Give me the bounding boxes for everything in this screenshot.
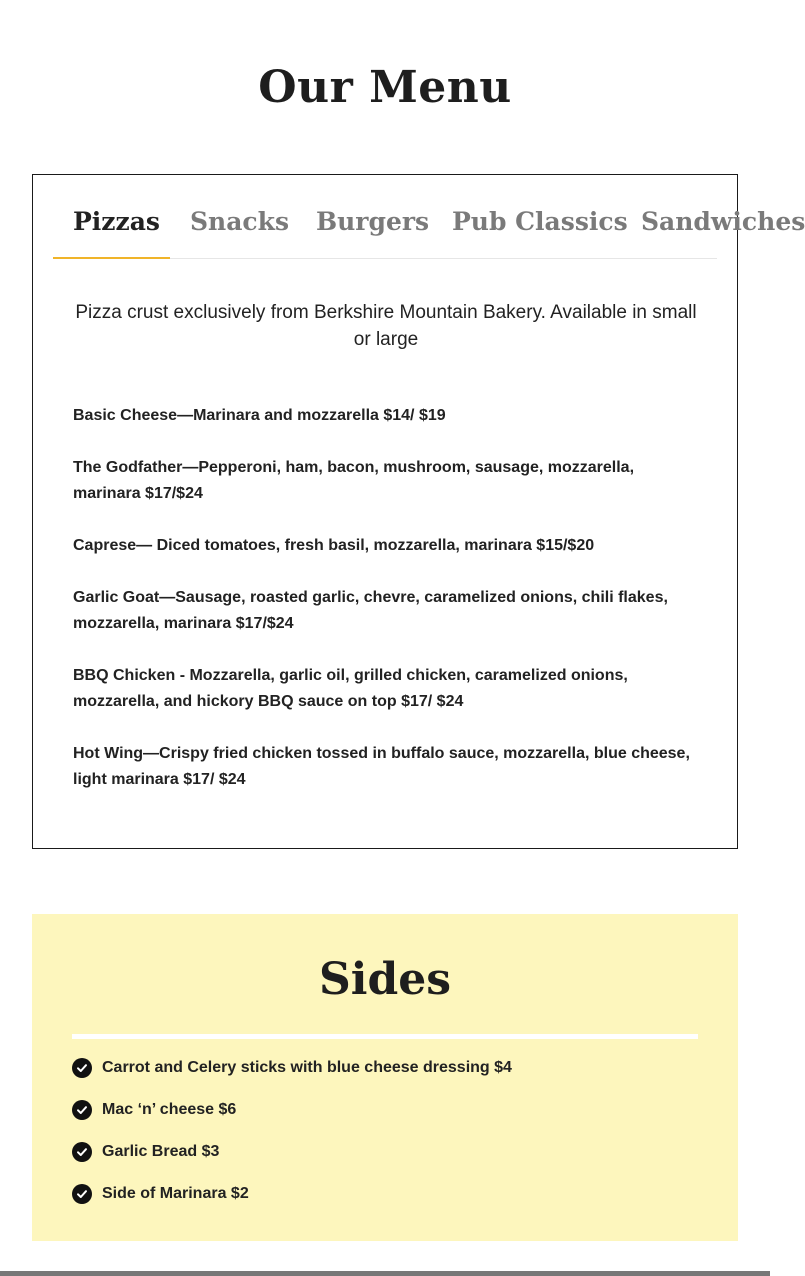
- menu-tabs-panel: [32, 174, 805, 849]
- menu-item-basic-cheese: Basic Cheese—Marinara and mozzarella $14/ $19: [73, 407, 446, 424]
- side-item-label: Mac ‘n’ cheese $6: [102, 1101, 237, 1118]
- pizza-list: [73, 403, 699, 819]
- list-item: [72, 1141, 698, 1183]
- check-circle-icon: [72, 1142, 92, 1162]
- menu-item-garlic-goat: Garlic Goat—Sausage, roasted garlic, chevre, caramelized onions, chili flakes, mozzarella, marinara $17/$24: [73, 589, 668, 632]
- page-bottom-bar: [0, 1271, 770, 1276]
- side-item-label: Side of Marinara $2: [102, 1185, 249, 1202]
- list-item: [72, 1183, 698, 1225]
- pizza-intro: Pizza crust exclusively from Berkshire Mountain Bakery. Available in small or large: [75, 302, 697, 350]
- sides-list: [72, 1057, 698, 1225]
- menu-item-caprese: Caprese— Diced tomatoes, fresh basil, mozzarella, marinara $15/$20: [73, 537, 595, 554]
- sides-title: Sides: [318, 954, 452, 1005]
- tab-pub-classics[interactable]: Pub Classics: [452, 207, 628, 236]
- check-circle-icon: [72, 1184, 92, 1204]
- menu-item-the-godfather: The Godfather—Pepperoni, ham, bacon, mushroom, sausage, mozzarella, marinara $17/$24: [73, 459, 635, 502]
- tab-sandwiches[interactable]: Sandwiches: [641, 207, 805, 236]
- tab-pizzas[interactable]: Pizzas: [53, 175, 170, 259]
- menu-title: Our Menu: [258, 62, 512, 113]
- sides-section: [32, 914, 738, 1241]
- tab-snacks[interactable]: Snacks: [190, 207, 290, 236]
- check-circle-icon: [72, 1100, 92, 1120]
- side-item-label: Carrot and Celery sticks with blue cheese dressing $4: [102, 1059, 512, 1076]
- menu-item-bbq-chicken: BBQ Chicken - Mozzarella, garlic oil, grilled chicken, caramelized onions, mozzarella, and hickory BBQ sauce on top $17/ $24: [73, 667, 628, 710]
- check-circle-icon: [72, 1058, 92, 1078]
- sides-divider: [72, 1034, 698, 1039]
- list-item: [72, 1099, 698, 1141]
- menu-tab-bar: [53, 175, 805, 259]
- list-item: [72, 1057, 698, 1099]
- tab-burgers[interactable]: Burgers: [316, 207, 430, 236]
- menu-item-hot-wing: Hot Wing—Crispy fried chicken tossed in buffalo sauce, mozzarella, blue cheese, light marinara $17/ $24: [73, 745, 690, 788]
- side-item-label: Garlic Bread $3: [102, 1143, 220, 1160]
